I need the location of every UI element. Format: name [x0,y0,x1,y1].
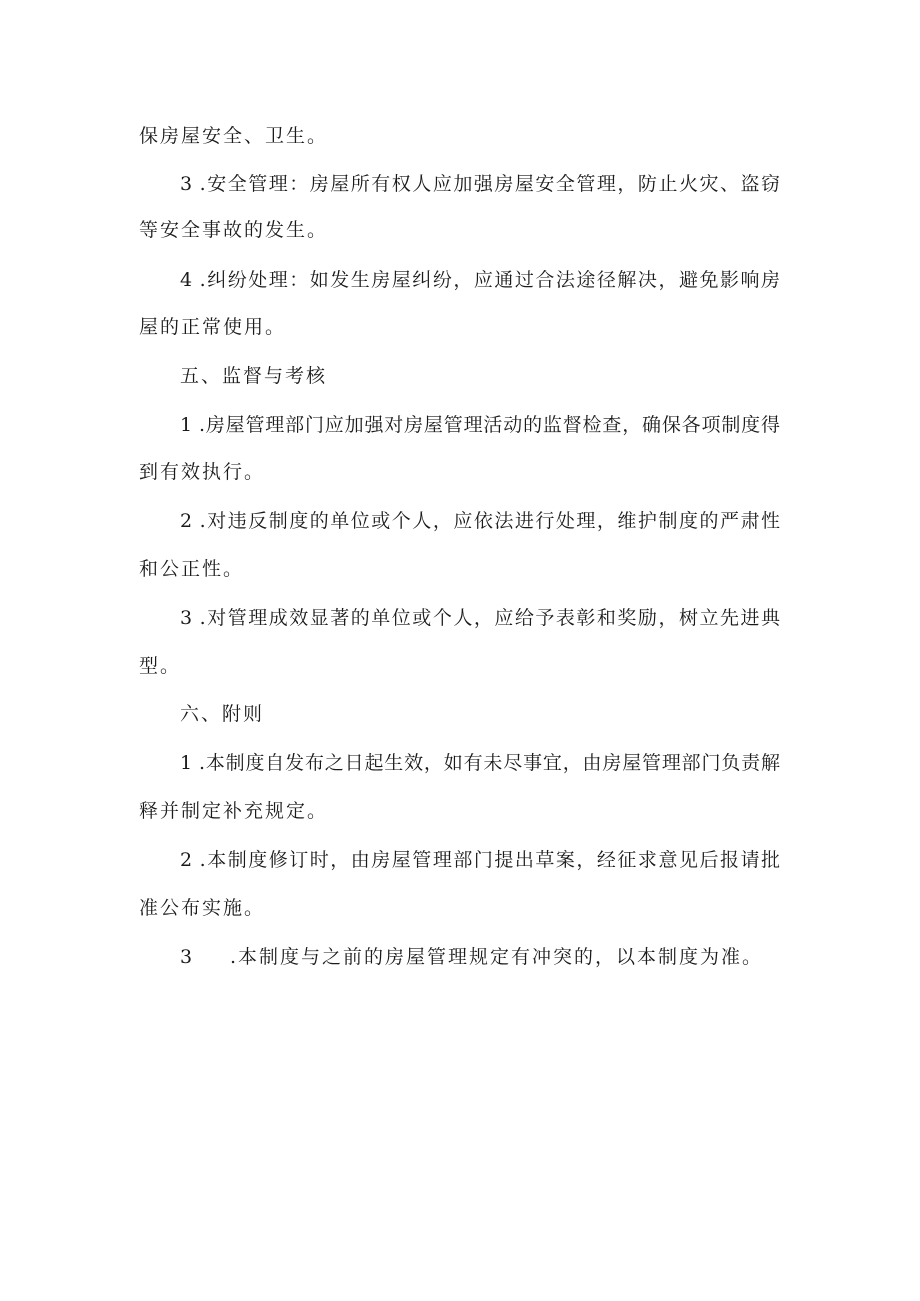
list-item-safety-management: 3 .安全管理：房屋所有权人应加强房屋安全管理，防止火灾、盗窃 [180,173,780,195]
text-line: 型。 [139,655,182,677]
list-item-appendix-2: 2 .本制度修订时，由房屋管理部门提出草案，经征求意见后报请批 [180,849,780,871]
list-item-dispute-handling: 4 .纠纷处理：如发生房屋纠纷，应通过合法途径解决，避免影响房 [180,269,780,291]
list-item-text: .本制度与之前的房屋管理规定有冲突的，以本制度为准。 [230,946,764,968]
text-line: 等安全事故的发生。 [139,219,329,241]
list-item-appendix-3 [180,945,763,969]
list-item-appendix-1: 1 .本制度自发布之日起生效，如有未尽事宜，由房屋管理部门负责解 [180,752,780,774]
text-line: 保房屋安全、卫生。 [139,125,329,147]
text-line: 屋的正常使用。 [139,316,287,338]
list-item-supervision-1: 1 .房屋管理部门应加强对房屋管理活动的监督检查，确保各项制度得 [180,414,780,436]
section-heading-supervision: 五、监督与考核 [180,365,328,387]
section-heading-appendix: 六、附则 [180,703,265,725]
list-item-supervision-2: 2 .对违反制度的单位或个人，应依法进行处理，维护制度的严肃性 [180,510,780,532]
text-line: 释并制定补充规定。 [139,800,329,822]
text-line: 和公正性。 [139,558,245,580]
list-item-number: 3 [180,946,195,968]
list-item-supervision-3: 3 .对管理成效显著的单位或个人，应给予表彰和奖励，树立先进典 [180,607,780,629]
text-line: 准公布实施。 [139,897,266,919]
text-line: 到有效执行。 [139,461,266,483]
